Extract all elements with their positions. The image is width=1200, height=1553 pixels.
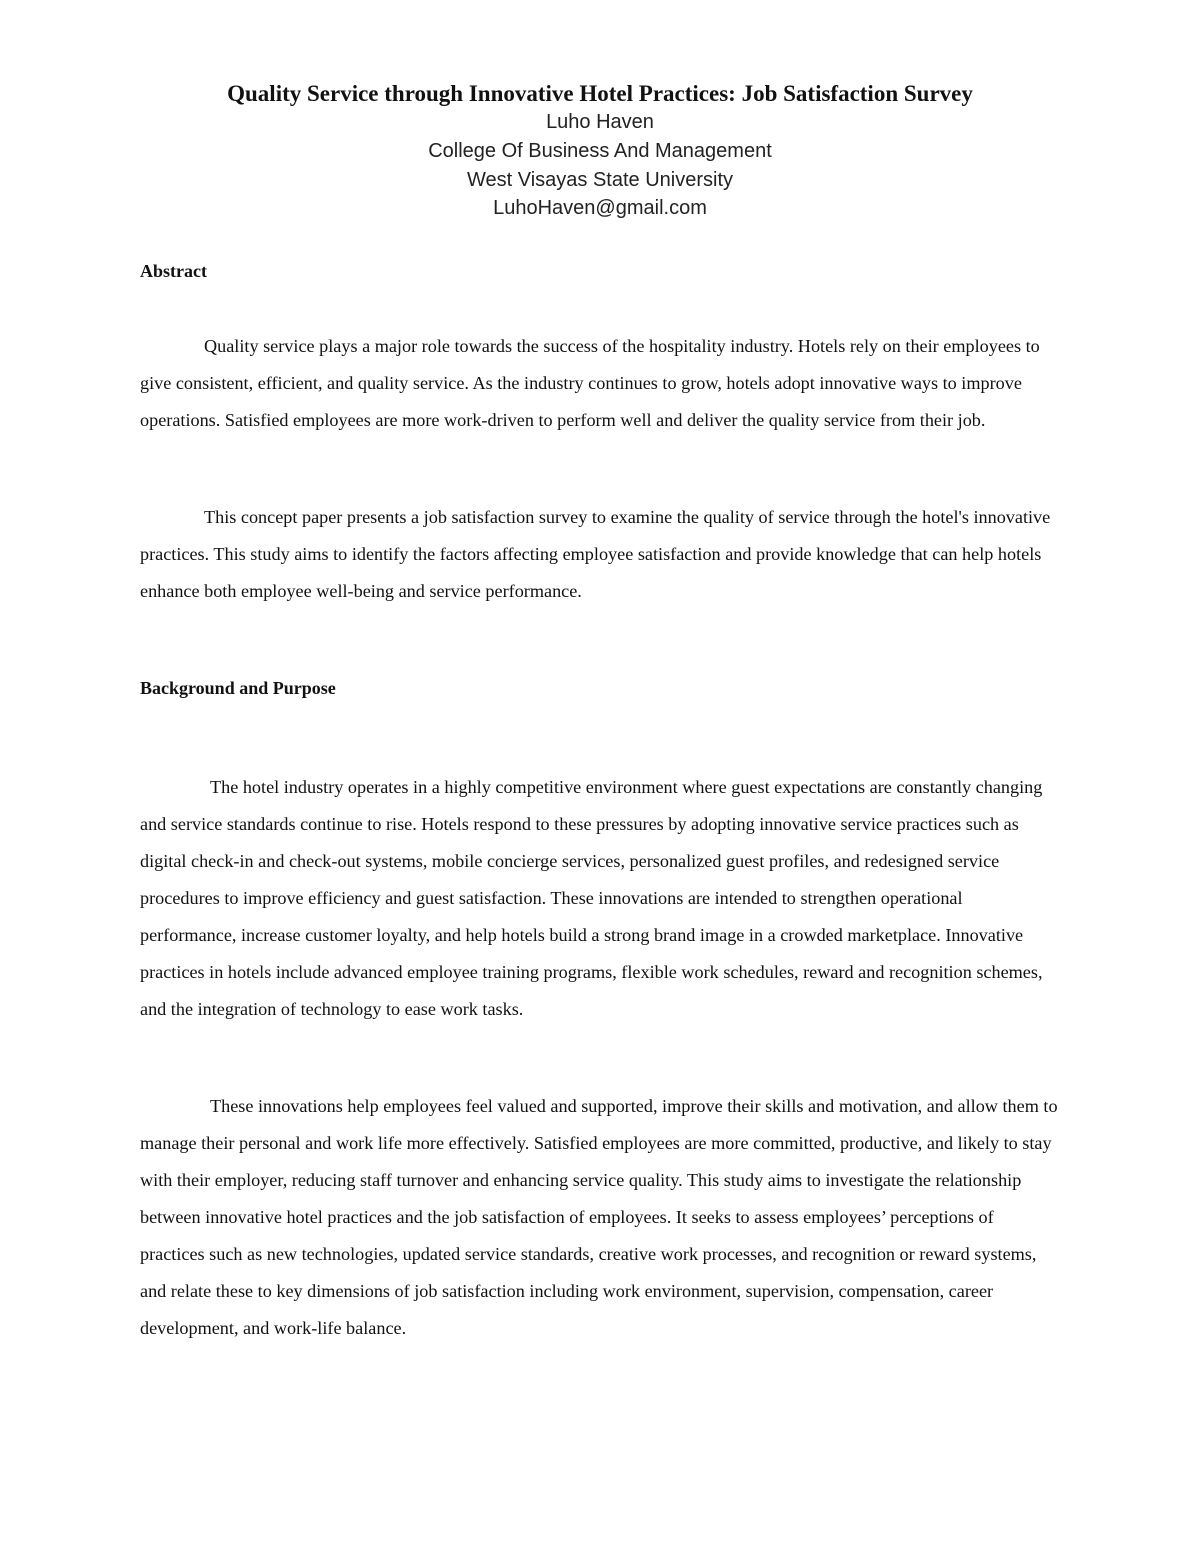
author-name: Luho Haven [546, 111, 654, 133]
author-university: West Visayas State University [466, 168, 734, 191]
author-block [0, 108, 1200, 223]
author-college: College Of Business And Management [428, 139, 772, 162]
abstract-paragraph-1: Quality service plays a major role towards the success of the hospitality industry. Hotels rely on their employees to give consistent, efficient, and quality service. As the industry continues to grow, hotels adopt innovative ways to improve operations. Satisfied employees are more work-driven to perform well and deliver the quality service from their job. [140, 336, 1040, 430]
abstract-paragraph-2: This concept paper presents a job satisfaction survey to examine the quality of service through the hotel's innovative practices. This study aims to identify the factors affecting employee satisfaction and provide knowledge that can help hotels enhance both employee well-being and service performance. [140, 507, 1051, 601]
background-heading: Background and Purpose [140, 678, 336, 698]
background-paragraph-1: The hotel industry operates in a highly competitive environment where guest expectations are constantly changing and service standards continue to rise. Hotels respond to these pressures by adopting innovative service practices such as digital check-in and check-out systems, mobile concierge services, personalized guest profiles, and redesigned service procedures to improve efficiency and guest satisfaction. These innovations are intended to strengthen operational performance, increase customer loyalty, and help hotels build a strong brand image in a crowded marketplace. Innovative practices in hotels include advanced employee training programs, flexible work schedules, reward and recognition schemes, and the integration of technology to ease work tasks. [140, 777, 1043, 1019]
background-paragraph-2: These innovations help employees feel valued and supported, improve their skills and motivation, and allow them to manage their personal and work life more effectively. Satisfied employees are more committed, productive, and likely to stay with their employer, reducing staff turnover and enhancing service quality. This study aims to investigate the relationship between innovative hotel practices and the job satisfaction of employees. It seeks to assess employees’ perceptions of practices such as new technologies, updated service standards, creative work processes, and recognition or reward systems, and relate these to key dimensions of job satisfaction including work environment, supervision, compensation, career development, and work-life balance. [140, 1096, 1058, 1338]
paper-title: Quality Service through Innovative Hotel Practices: Job Satisfaction Survey [227, 81, 973, 106]
abstract-heading: Abstract [140, 261, 207, 281]
author-email: LuhoHaven@gmail.com [493, 197, 707, 220]
